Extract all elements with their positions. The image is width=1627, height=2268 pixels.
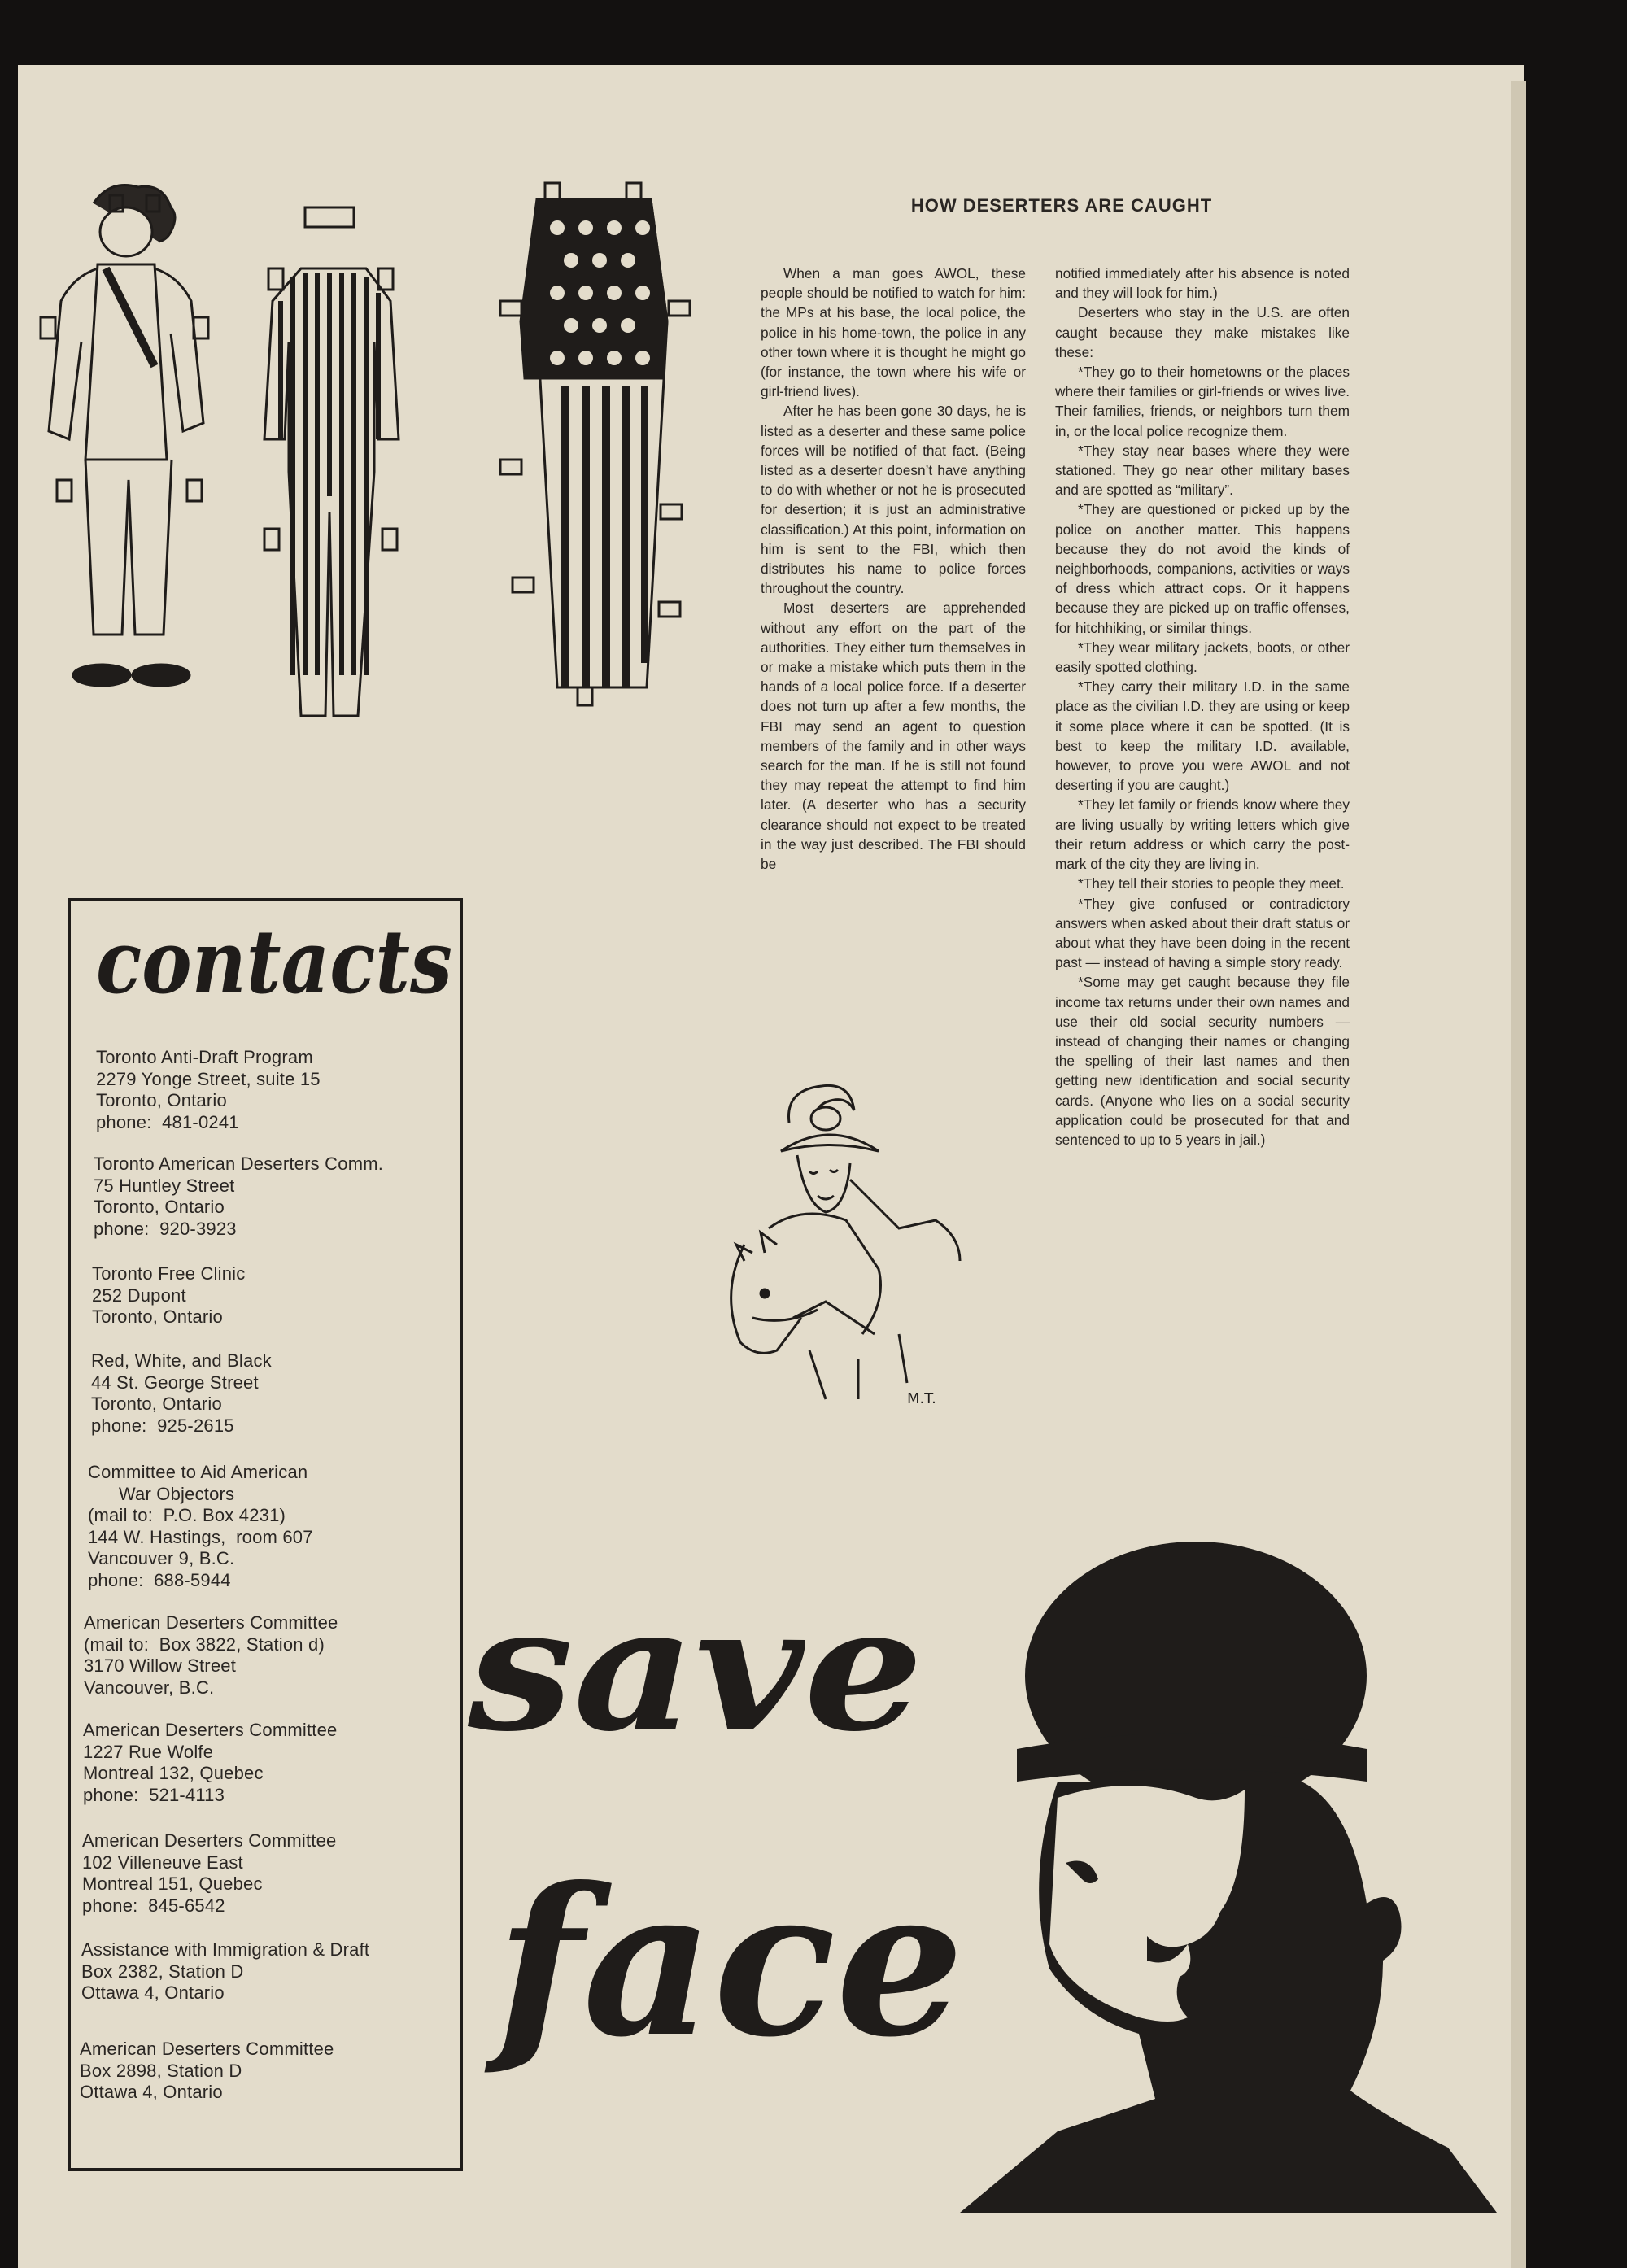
contact-line: American Deserters Committee (84, 1612, 338, 1633)
contact-entry (83, 1720, 337, 1806)
contact-line: Toronto Free Clinic (92, 1263, 246, 1284)
article-paragraph: notified immediately after his absence is noted and they will look for him.) (1055, 265, 1350, 302)
article-list-item: *They are questioned or picked up by the police on another matter. This happens because they do not avoid the kinds of neighborhoods, companions, activities or ways of dress which attract cops. Or it happens because they are picked up on traffic offenses, for hitchhiking, or similar things. (1055, 501, 1350, 636)
contact-entry (84, 1612, 338, 1699)
contact-line: Toronto, Ontario (91, 1394, 222, 1414)
contact-line: 144 W. Hastings, room 607 (88, 1526, 313, 1547)
poster-word-face: face (484, 1843, 964, 2082)
contact-line: Ottawa 4, Ontario (81, 1982, 225, 2003)
flag-coffin-figure (500, 183, 690, 705)
contact-line: phone: 845-6542 (82, 1895, 225, 1916)
contact-entry (82, 1830, 336, 1917)
article-column-2 (1055, 264, 1350, 1149)
contact-line: Toronto, Ontario (94, 1197, 225, 1217)
article-headline: HOW DESERTERS ARE CAUGHT (910, 195, 1213, 216)
article-paragraph: When a man goes AWOL, these people should be notified to watch for him: the MPs at his base, the local police, the police in his home-town, the police in any other town where it is thought he might go (for instance, the town where his wife or girl-friend lives). (761, 265, 1026, 400)
contact-entry (92, 1263, 245, 1328)
contact-line: Vancouver, B.C. (84, 1677, 215, 1698)
contact-line: Assistance with Immigration & Draft (81, 1939, 370, 1960)
contact-line: Montreal 132, Quebec (83, 1763, 264, 1783)
contact-line: phone: 521-4113 (83, 1784, 225, 1805)
contact-line: 2279 Yonge Street, suite 15 (96, 1068, 321, 1089)
contact-line: Vancouver 9, B.C. (88, 1548, 235, 1568)
contact-entry (88, 1462, 313, 1591)
contact-line: phone: 925-2615 (91, 1415, 234, 1436)
contact-line: Toronto Anti-Draft Program (96, 1047, 313, 1067)
contact-entry (80, 2039, 334, 2104)
contact-line: Box 2382, Station D (81, 1961, 244, 1982)
cowboy-cartoon (720, 1074, 997, 1415)
contact-line: 3170 Willow Street (84, 1655, 237, 1676)
contact-line: phone: 920-3923 (94, 1218, 237, 1239)
contact-line: Ottawa 4, Ontario (80, 2082, 223, 2102)
article-paragraph: After he has been gone 30 days, he is listed as a deserter and these same police forces will be notified of that fact. (Being listed as a deserter doesn’t have anything to do with whether or not he is prosecuted for desertion; it is just an administrative classification.) At this point, information on him is sent to the FBI, which then distributes his name to police forces throughout the country. (761, 403, 1026, 597)
contact-entry (81, 1939, 369, 2004)
poster-word-save: save (466, 1568, 923, 1769)
contact-entry (94, 1154, 383, 1240)
contact-entry (91, 1350, 272, 1437)
contact-line: Toronto, Ontario (96, 1090, 227, 1110)
save-face-poster (464, 1568, 1415, 2156)
paper-doll-illustration (24, 171, 700, 724)
article-list-item: *They give confused or contradictory answers when asked about their draft status or about what they have been doing in the recent past — instead of having a simple story ready. (1055, 895, 1350, 971)
article-list-item: *They carry their military I.D. in the same place as the civilian I.D. they are using or keep it some place where it can be spotted. (It is best to keep the military I.D. available, however, to prove you were AWOL and not deserting if you are caught.) (1055, 678, 1350, 794)
contact-entry (96, 1047, 321, 1133)
contact-line: Box 2898, Station D (80, 2060, 242, 2081)
contact-line: Committee to Aid American (88, 1462, 308, 1482)
contact-line: phone: 688-5944 (88, 1569, 231, 1590)
contact-line: Red, White, and Black (91, 1350, 272, 1371)
prisoner-uniform-figure (264, 207, 399, 716)
article-list-item: *Some may get caught because they file income tax returns under their own names and use their old social security numbers — instead of changing their names or changing the spelling of their last names and then getting new identification and social security cards. (Anyone who lies on a social security application could be prosecuted for that and sentenced to up to 5 years in jail.) (1055, 974, 1350, 1148)
cartoon-signature: M.T. (907, 1390, 936, 1407)
contact-line: 1227 Rue Wolfe (83, 1741, 214, 1762)
contact-line: 75 Huntley Street (94, 1175, 235, 1196)
article-list-item: *They go to their hometowns or the places where their families or girl-friends or wives live. Their families, friends, or neighbors turn them in, or the local police recognize them. (1055, 364, 1350, 439)
contact-line: Toronto American Deserters Comm. (94, 1154, 384, 1174)
article-paragraph: Most deserters are apprehended without any effort on the part of the authorities. They either turn themselves in or make a mistake which puts them in the hands of a local police force. If a deserter does not turn up after a few months, the FBI may send an agent to question members of the family and in other ways search for the man. If he is still not found they may repeat the attempt to find him later. (A deserter who has a security clearance should not expect to be treated in the way just described. The FBI should be (761, 600, 1026, 873)
article-list-item: *They wear military jackets, boots, or other easily spotted clothing. (1055, 639, 1350, 676)
contact-line: Montreal 151, Quebec (82, 1873, 263, 1894)
article-column-1 (761, 264, 1026, 874)
contacts-title-text: contacts (96, 911, 452, 1014)
article-list-item: *They let family or friends know where they are living usually by writing letters which give their return address or which carry the post-mark of the city they are living in. (1055, 796, 1350, 873)
contact-line: (mail to: Box 3822, Station d) (84, 1633, 325, 1655)
contact-line: 44 St. George Street (91, 1372, 259, 1393)
soldier-doll-figure (41, 185, 208, 687)
page-edge (1511, 81, 1526, 2268)
article-list-item: *They tell their stories to people they meet. (1078, 875, 1345, 892)
contact-line: War Objectors (88, 1483, 235, 1504)
contact-line: American Deserters Committee (80, 2039, 334, 2059)
contact-line: 102 Villeneuve East (82, 1851, 243, 1873)
article-list-item: *They stay near bases where they were stationed. They go near other military bases and are spotted as “military”. (1055, 442, 1350, 499)
contact-line: American Deserters Committee (83, 1720, 338, 1740)
article-paragraph: Deserters who stay in the U.S. are often caught because they make mistakes like these: (1055, 304, 1350, 360)
contact-line: Toronto, Ontario (92, 1306, 223, 1327)
contact-line: phone: 481-0241 (96, 1111, 239, 1132)
contact-line: (mail to: P.O. Box 4231) (88, 1505, 286, 1525)
contact-line: 252 Dupont (92, 1284, 186, 1306)
contacts-title (89, 911, 456, 1017)
contact-line: American Deserters Committee (82, 1830, 337, 1851)
